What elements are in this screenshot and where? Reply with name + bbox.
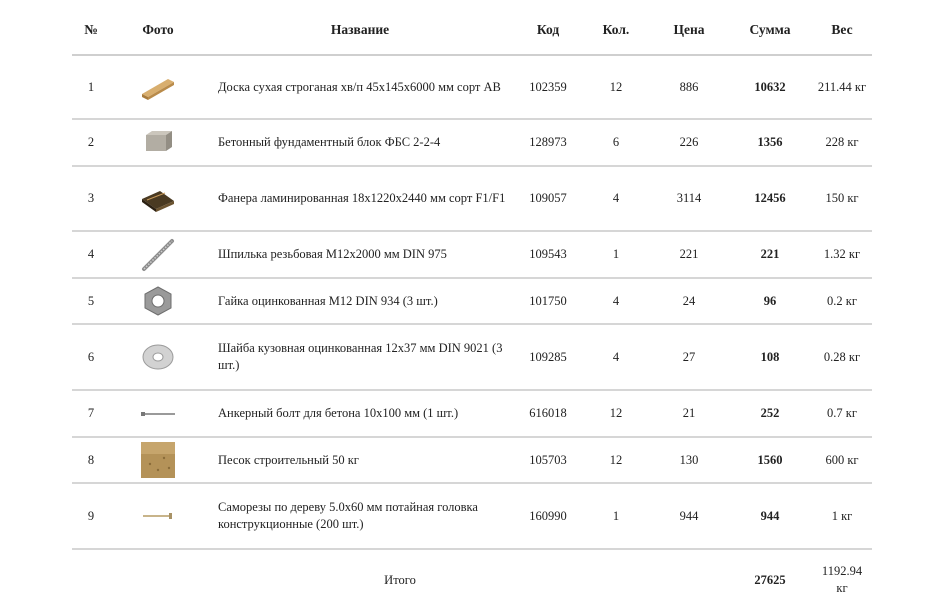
row-photo — [110, 483, 206, 549]
row-code: 109057 — [514, 166, 582, 231]
table-row — [72, 483, 872, 549]
row-sum: 252 — [728, 390, 812, 437]
washer-icon — [138, 337, 178, 377]
row-name: Шайба кузовная оцинкованная 12х37 мм DIN 9021 (3 шт.) — [206, 324, 514, 390]
row-photo — [110, 55, 206, 119]
row-sum: 944 — [728, 483, 812, 549]
row-number: 9 — [72, 483, 110, 549]
column-header-photo: Фото — [110, 6, 206, 55]
order-table-container — [72, 6, 872, 610]
row-code: 616018 — [514, 390, 582, 437]
row-sum: 10632 — [728, 55, 812, 119]
row-number: 2 — [72, 119, 110, 166]
row-photo — [110, 390, 206, 437]
row-photo — [110, 166, 206, 231]
row-sum: 221 — [728, 231, 812, 278]
row-code: 105703 — [514, 437, 582, 483]
row-quantity: 12 — [582, 390, 650, 437]
row-name: Саморезы по дереву 5.0х60 мм потайная головка конструкционные (200 шт.) — [206, 483, 514, 549]
sand-bag-icon — [138, 440, 178, 480]
row-photo — [110, 231, 206, 278]
row-weight: 0.2 кг — [812, 278, 872, 324]
row-number: 6 — [72, 324, 110, 390]
row-name: Гайка оцинкованная М12 DIN 934 (3 шт.) — [206, 278, 514, 324]
row-sum: 1356 — [728, 119, 812, 166]
row-weight: 228 кг — [812, 119, 872, 166]
row-number: 3 — [72, 166, 110, 231]
row-weight: 150 кг — [812, 166, 872, 231]
row-sum: 1560 — [728, 437, 812, 483]
row-price: 27 — [650, 324, 728, 390]
row-number: 7 — [72, 390, 110, 437]
table-row — [72, 231, 872, 278]
row-sum: 12456 — [728, 166, 812, 231]
row-quantity: 1 — [582, 231, 650, 278]
row-weight: 0.7 кг — [812, 390, 872, 437]
column-header-quantity: Кол. — [582, 6, 650, 55]
anchor-bolt-icon — [138, 394, 178, 434]
column-header-number: № — [72, 6, 110, 55]
row-number: 4 — [72, 231, 110, 278]
table-header-row — [72, 6, 872, 55]
row-quantity: 1 — [582, 483, 650, 549]
row-photo — [110, 119, 206, 166]
column-header-weight: Вес — [812, 6, 872, 55]
row-code: 128973 — [514, 119, 582, 166]
threaded-rod-icon — [138, 235, 178, 275]
column-header-name: Название — [206, 6, 514, 55]
row-photo — [110, 437, 206, 483]
row-quantity: 12 — [582, 437, 650, 483]
column-header-price: Цена — [650, 6, 728, 55]
row-sum: 108 — [728, 324, 812, 390]
row-name: Анкерный болт для бетона 10х100 мм (1 шт.) — [206, 390, 514, 437]
total-row — [72, 549, 872, 610]
wooden-board-icon — [138, 67, 178, 107]
total-weight: 1192.94 кг — [821, 564, 863, 595]
concrete-block-icon — [138, 123, 178, 163]
row-price: 3114 — [650, 166, 728, 231]
row-price: 24 — [650, 278, 728, 324]
wood-screw-icon — [138, 496, 178, 536]
row-name: Фанера ламинированная 18х1220х2440 мм сорт F1/F1 — [206, 166, 514, 231]
row-name: Доска сухая строганая хв/п 45х145х6000 мм сорт АВ — [206, 55, 514, 119]
row-quantity: 4 — [582, 166, 650, 231]
row-name: Шпилька резьбовая М12х2000 мм DIN 975 — [206, 231, 514, 278]
row-photo — [110, 278, 206, 324]
row-weight: 211.44 кг — [812, 55, 872, 119]
row-code: 102359 — [514, 55, 582, 119]
row-code: 109285 — [514, 324, 582, 390]
table-row — [72, 324, 872, 390]
row-price: 226 — [650, 119, 728, 166]
column-header-code: Код — [514, 6, 582, 55]
row-name: Песок строительный 50 кг — [206, 437, 514, 483]
row-price: 221 — [650, 231, 728, 278]
row-weight: 0.28 кг — [812, 324, 872, 390]
total-label: Итого — [384, 572, 416, 587]
hex-nut-icon — [138, 281, 178, 321]
plywood-icon — [138, 179, 178, 219]
row-name: Бетонный фундаментный блок ФБС 2-2-4 — [206, 119, 514, 166]
row-code: 160990 — [514, 483, 582, 549]
row-price: 944 — [650, 483, 728, 549]
table-row — [72, 55, 872, 119]
row-weight: 1 кг — [812, 483, 872, 549]
table-row — [72, 278, 872, 324]
row-quantity: 4 — [582, 324, 650, 390]
row-price: 886 — [650, 55, 728, 119]
row-number: 8 — [72, 437, 110, 483]
total-sum: 27625 — [754, 572, 786, 587]
table-row — [72, 119, 872, 166]
table-row — [72, 166, 872, 231]
row-price: 21 — [650, 390, 728, 437]
order-table — [72, 6, 872, 610]
row-sum: 96 — [728, 278, 812, 324]
row-photo — [110, 324, 206, 390]
row-weight: 600 кг — [812, 437, 872, 483]
table-row — [72, 390, 872, 437]
row-number: 5 — [72, 278, 110, 324]
row-price: 130 — [650, 437, 728, 483]
row-number: 1 — [72, 55, 110, 119]
row-code: 109543 — [514, 231, 582, 278]
row-quantity: 12 — [582, 55, 650, 119]
table-row — [72, 437, 872, 483]
row-quantity: 6 — [582, 119, 650, 166]
row-code: 101750 — [514, 278, 582, 324]
row-weight: 1.32 кг — [812, 231, 872, 278]
column-header-sum: Сумма — [728, 6, 812, 55]
row-quantity: 4 — [582, 278, 650, 324]
